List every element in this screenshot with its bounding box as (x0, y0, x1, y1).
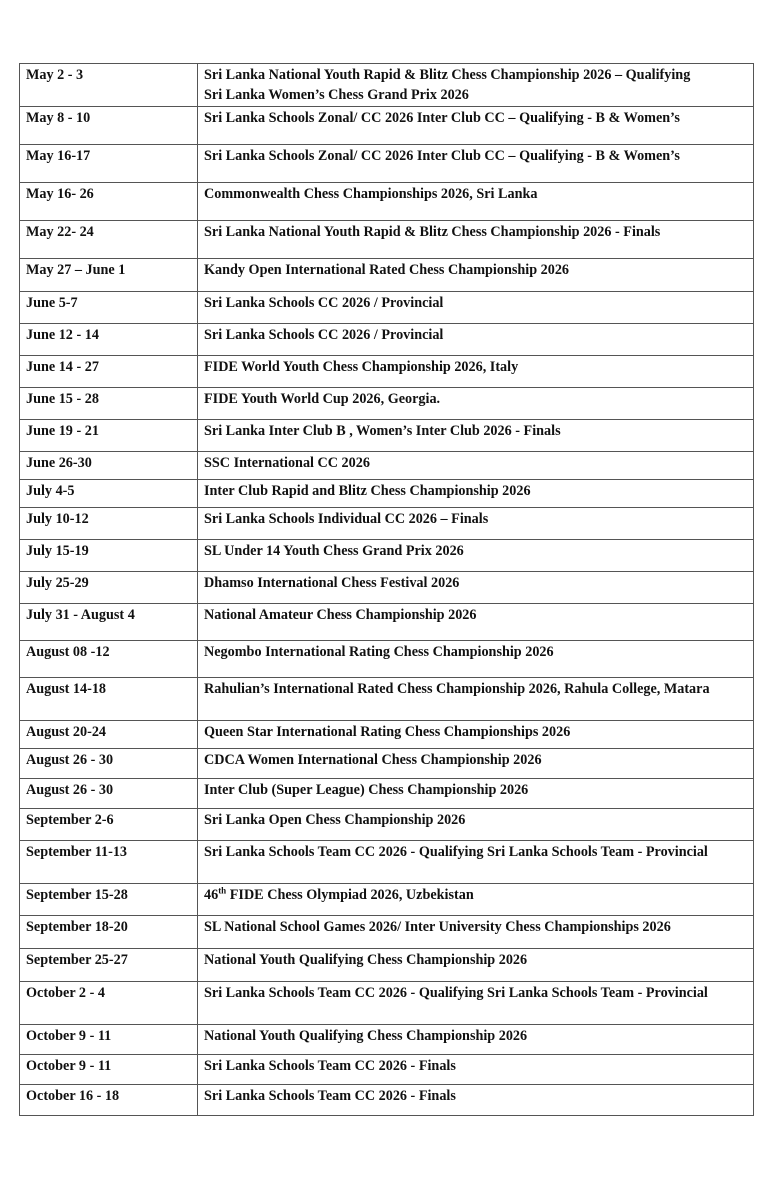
table-row (20, 1025, 754, 1055)
table-row (20, 749, 754, 779)
date-cell: July 25-29 (20, 572, 198, 604)
date-cell: May 16- 26 (20, 183, 198, 221)
table-row (20, 916, 754, 949)
table-row (20, 779, 754, 809)
table-row (20, 420, 754, 452)
table-row (20, 540, 754, 572)
table-row (20, 1055, 754, 1085)
table-row (20, 356, 754, 388)
table-row (20, 388, 754, 420)
event-cell: Commonwealth Chess Championships 2026, Sri Lanka (198, 183, 754, 221)
event-cell: Negombo International Rating Chess Championship 2026 (198, 641, 754, 678)
event-cell: Sri Lanka National Youth Rapid & Blitz Chess Championship 2026 - Finals (198, 221, 754, 259)
date-cell: August 14-18 (20, 678, 198, 721)
date-cell: September 25-27 (20, 949, 198, 982)
table-row (20, 292, 754, 324)
date-cell: September 15-28 (20, 884, 198, 916)
date-cell: October 16 - 18 (20, 1085, 198, 1116)
table-row (20, 508, 754, 540)
table-row (20, 1085, 754, 1116)
table-row (20, 64, 754, 107)
date-cell: September 18-20 (20, 916, 198, 949)
table-row (20, 480, 754, 508)
event-cell: FIDE World Youth Chess Championship 2026, Italy (198, 356, 754, 388)
event-cell: Rahulian’s International Rated Chess Championship 2026, Rahula College, Matara (198, 678, 754, 721)
event-cell: Sri Lanka Schools Team CC 2026 - Finals (198, 1055, 754, 1085)
table-row (20, 221, 754, 259)
event-cell (198, 884, 754, 916)
table-row (20, 145, 754, 183)
event-cell: Sri Lanka Schools CC 2026 / Provincial (198, 324, 754, 356)
table-row (20, 809, 754, 841)
date-cell: October 9 - 11 (20, 1055, 198, 1085)
event-cell: Sri Lanka Schools Individual CC 2026 – Finals (198, 508, 754, 540)
event-cell: Sri Lanka Open Chess Championship 2026 (198, 809, 754, 841)
event-line: Sri Lanka National Youth Rapid & Blitz Chess Championship 2026 – Qualifying (204, 67, 691, 83)
event-cell: National Youth Qualifying Chess Championship 2026 (198, 949, 754, 982)
date-cell: June 14 - 27 (20, 356, 198, 388)
date-cell: August 20-24 (20, 721, 198, 749)
table-row (20, 452, 754, 480)
date-cell: May 2 - 3 (20, 64, 198, 107)
date-cell: October 2 - 4 (20, 982, 198, 1025)
event-cell: Dhamso International Chess Festival 2026 (198, 572, 754, 604)
event-cell (198, 64, 754, 107)
date-cell: May 27 – June 1 (20, 259, 198, 292)
event-cell: Queen Star International Rating Chess Championships 2026 (198, 721, 754, 749)
date-cell: June 26-30 (20, 452, 198, 480)
event-cell: CDCA Women International Chess Championship 2026 (198, 749, 754, 779)
date-cell: October 9 - 11 (20, 1025, 198, 1055)
table-row (20, 884, 754, 916)
event-cell: Sri Lanka Inter Club B , Women’s Inter Club 2026 - Finals (198, 420, 754, 452)
table-row (20, 949, 754, 982)
event-cell: Sri Lanka Schools Zonal/ CC 2026 Inter Club CC – Qualifying - B & Women’s (198, 107, 754, 145)
event-cell: Sri Lanka Schools CC 2026 / Provincial (198, 292, 754, 324)
event-cell: SL Under 14 Youth Chess Grand Prix 2026 (198, 540, 754, 572)
event-cell: Sri Lanka Schools Team CC 2026 - Finals (198, 1085, 754, 1116)
table-row (20, 641, 754, 678)
event-cell: FIDE Youth World Cup 2026, Georgia. (198, 388, 754, 420)
date-cell: June 5-7 (20, 292, 198, 324)
date-cell: September 11-13 (20, 841, 198, 884)
table-row (20, 259, 754, 292)
table-row (20, 183, 754, 221)
schedule-table (19, 63, 754, 1116)
table-row (20, 841, 754, 884)
event-cell: Sri Lanka Schools Team CC 2026 - Qualifying Sri Lanka Schools Team - Provincial (198, 841, 754, 884)
event-cell: National Youth Qualifying Chess Championship 2026 (198, 1025, 754, 1055)
date-cell: July 4-5 (20, 480, 198, 508)
event-cell: Inter Club Rapid and Blitz Chess Championship 2026 (198, 480, 754, 508)
event-cell: Sri Lanka Schools Zonal/ CC 2026 Inter Club CC – Qualifying - B & Women’s (198, 145, 754, 183)
date-cell: May 22- 24 (20, 221, 198, 259)
event-ordinal-suffix: th (218, 885, 227, 896)
event-cell: Kandy Open International Rated Chess Championship 2026 (198, 259, 754, 292)
date-cell: September 2-6 (20, 809, 198, 841)
date-cell: May 16-17 (20, 145, 198, 183)
event-line: Sri Lanka Women’s Chess Grand Prix 2026 (204, 87, 469, 103)
date-cell: August 08 -12 (20, 641, 198, 678)
event-cell: SSC International CC 2026 (198, 452, 754, 480)
date-cell: August 26 - 30 (20, 779, 198, 809)
event-cell: Sri Lanka Schools Team CC 2026 - Qualifying Sri Lanka Schools Team - Provincial (198, 982, 754, 1025)
table-row (20, 721, 754, 749)
event-cell: National Amateur Chess Championship 2026 (198, 604, 754, 641)
date-cell: June 12 - 14 (20, 324, 198, 356)
table-row (20, 678, 754, 721)
event-text: FIDE Chess Olympiad 2026, Uzbekistan (226, 887, 474, 903)
table-row (20, 107, 754, 145)
event-cell: SL National School Games 2026/ Inter University Chess Championships 2026 (198, 916, 754, 949)
date-cell: June 19 - 21 (20, 420, 198, 452)
date-cell: August 26 - 30 (20, 749, 198, 779)
table-row (20, 604, 754, 641)
table-row (20, 324, 754, 356)
date-cell: June 15 - 28 (20, 388, 198, 420)
date-cell: July 15-19 (20, 540, 198, 572)
date-cell: July 31 - August 4 (20, 604, 198, 641)
table-row (20, 572, 754, 604)
date-cell: July 10-12 (20, 508, 198, 540)
table-row (20, 982, 754, 1025)
event-cell: Inter Club (Super League) Chess Championship 2026 (198, 779, 754, 809)
event-number: 46 (204, 887, 219, 903)
date-cell: May 8 - 10 (20, 107, 198, 145)
